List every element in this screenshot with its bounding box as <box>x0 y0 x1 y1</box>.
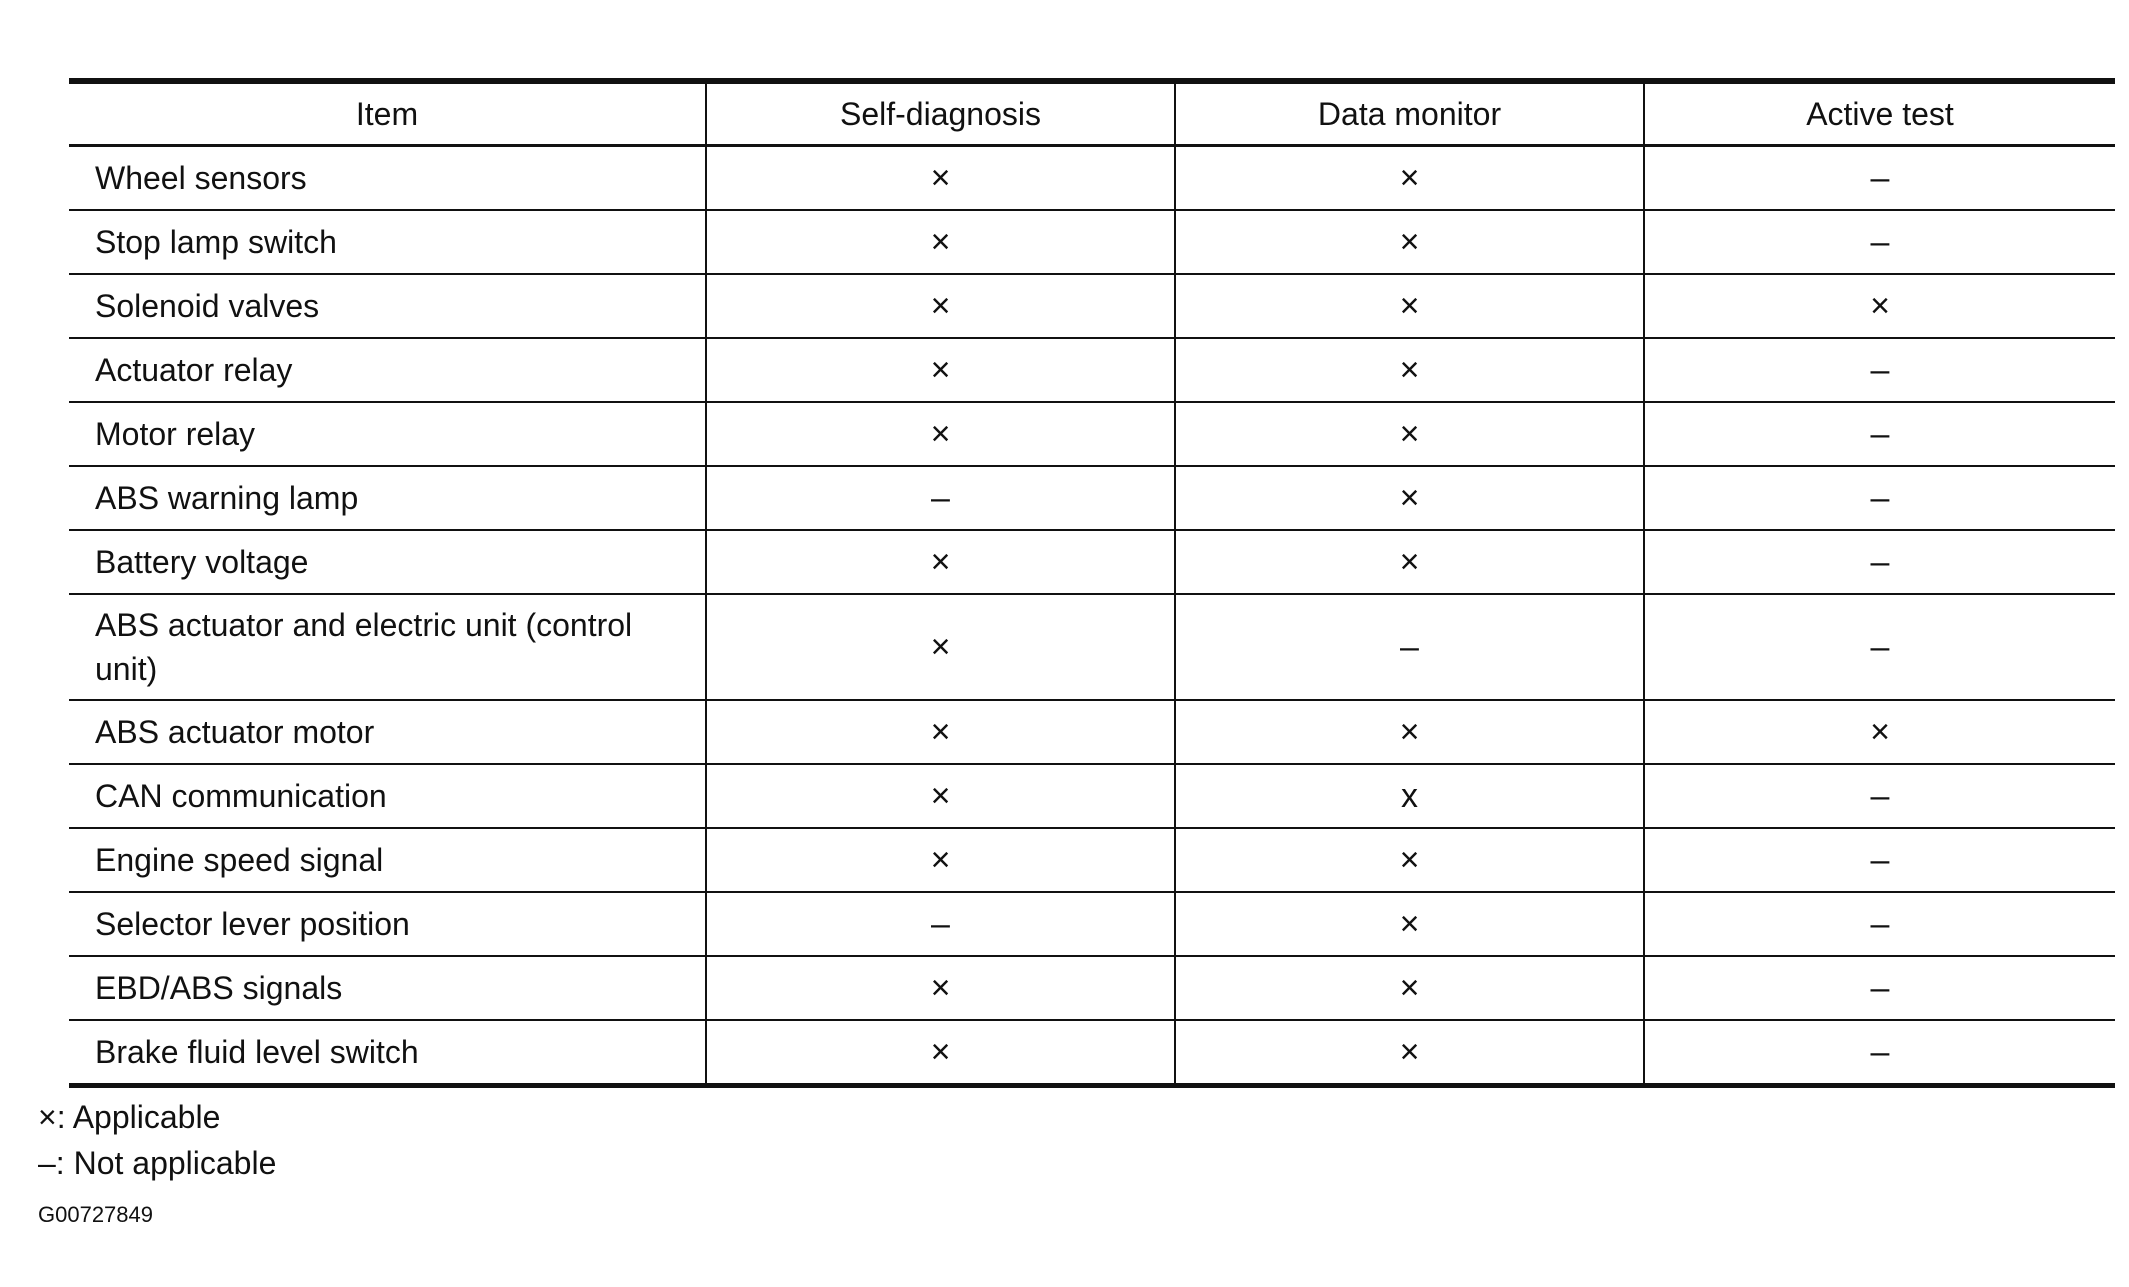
data-monitor-cell: × <box>1175 210 1644 274</box>
data-monitor-cell: × <box>1175 1020 1644 1086</box>
active-test-cell: – <box>1644 1020 2115 1086</box>
table-row <box>69 828 2115 892</box>
item-cell: CAN communication <box>69 764 706 828</box>
legend <box>38 1094 276 1186</box>
table-row <box>69 402 2115 466</box>
item-cell: Engine speed signal <box>69 828 706 892</box>
data-monitor-cell: × <box>1175 146 1644 211</box>
item-cell: Motor relay <box>69 402 706 466</box>
header-item: Item <box>69 81 706 146</box>
data-monitor-cell: × <box>1175 338 1644 402</box>
self-diagnosis-cell: × <box>706 700 1175 764</box>
header-active-test: Active test <box>1644 81 2115 146</box>
active-test-cell: – <box>1644 146 2115 211</box>
data-monitor-cell: × <box>1175 530 1644 594</box>
self-diagnosis-cell: × <box>706 338 1175 402</box>
item-cell: Stop lamp switch <box>69 210 706 274</box>
data-monitor-cell: × <box>1175 892 1644 956</box>
item-cell: EBD/ABS signals <box>69 956 706 1020</box>
figure-code: G00727849 <box>38 1202 153 1227</box>
data-monitor-cell: × <box>1175 402 1644 466</box>
table-row <box>69 764 2115 828</box>
active-test-cell: – <box>1644 764 2115 828</box>
self-diagnosis-cell: × <box>706 1020 1175 1086</box>
table-row <box>69 146 2115 211</box>
data-monitor-cell: × <box>1175 700 1644 764</box>
table-row <box>69 530 2115 594</box>
item-cell: Selector lever position <box>69 892 706 956</box>
active-test-cell: – <box>1644 402 2115 466</box>
table-row <box>69 1020 2115 1086</box>
self-diagnosis-cell: × <box>706 594 1175 700</box>
self-diagnosis-cell: × <box>706 828 1175 892</box>
data-monitor-cell: x <box>1175 764 1644 828</box>
data-monitor-cell: × <box>1175 828 1644 892</box>
self-diagnosis-cell: × <box>706 956 1175 1020</box>
table-row <box>69 210 2115 274</box>
item-cell: Solenoid valves <box>69 274 706 338</box>
self-diagnosis-cell: × <box>706 146 1175 211</box>
diagnosis-function-table <box>69 78 2115 1088</box>
active-test-cell: – <box>1644 594 2115 700</box>
data-monitor-cell: × <box>1175 466 1644 530</box>
table-header-row <box>69 81 2115 146</box>
active-test-cell: × <box>1644 274 2115 338</box>
active-test-cell: – <box>1644 338 2115 402</box>
table-row <box>69 956 2115 1020</box>
item-cell: Actuator relay <box>69 338 706 402</box>
active-test-cell: – <box>1644 892 2115 956</box>
self-diagnosis-cell: × <box>706 210 1175 274</box>
legend-not-applicable: –: Not applicable <box>38 1145 277 1181</box>
self-diagnosis-cell: × <box>706 274 1175 338</box>
table-row <box>69 466 2115 530</box>
self-diagnosis-cell: – <box>706 466 1175 530</box>
item-cell: Brake fluid level switch <box>69 1020 706 1086</box>
item-cell: ABS actuator and electric unit (control unit) <box>69 594 706 700</box>
self-diagnosis-cell: × <box>706 402 1175 466</box>
diagnosis-table-container <box>69 78 2115 1088</box>
self-diagnosis-cell: – <box>706 892 1175 956</box>
table-row <box>69 700 2115 764</box>
item-cell: Wheel sensors <box>69 146 706 211</box>
data-monitor-cell: – <box>1175 594 1644 700</box>
active-test-cell: × <box>1644 700 2115 764</box>
active-test-cell: – <box>1644 210 2115 274</box>
table-row <box>69 594 2115 700</box>
self-diagnosis-cell: × <box>706 764 1175 828</box>
active-test-cell: – <box>1644 956 2115 1020</box>
self-diagnosis-cell: × <box>706 530 1175 594</box>
active-test-cell: – <box>1644 466 2115 530</box>
data-monitor-cell: × <box>1175 274 1644 338</box>
data-monitor-cell: × <box>1175 956 1644 1020</box>
active-test-cell: – <box>1644 828 2115 892</box>
table-row <box>69 274 2115 338</box>
legend-applicable: ×: Applicable <box>38 1099 221 1135</box>
item-cell: ABS warning lamp <box>69 466 706 530</box>
item-cell: ABS actuator motor <box>69 700 706 764</box>
table-row <box>69 892 2115 956</box>
active-test-cell: – <box>1644 530 2115 594</box>
header-data-monitor: Data monitor <box>1175 81 1644 146</box>
table-row <box>69 338 2115 402</box>
header-self-diagnosis: Self-diagnosis <box>706 81 1175 146</box>
item-cell: Battery voltage <box>69 530 706 594</box>
